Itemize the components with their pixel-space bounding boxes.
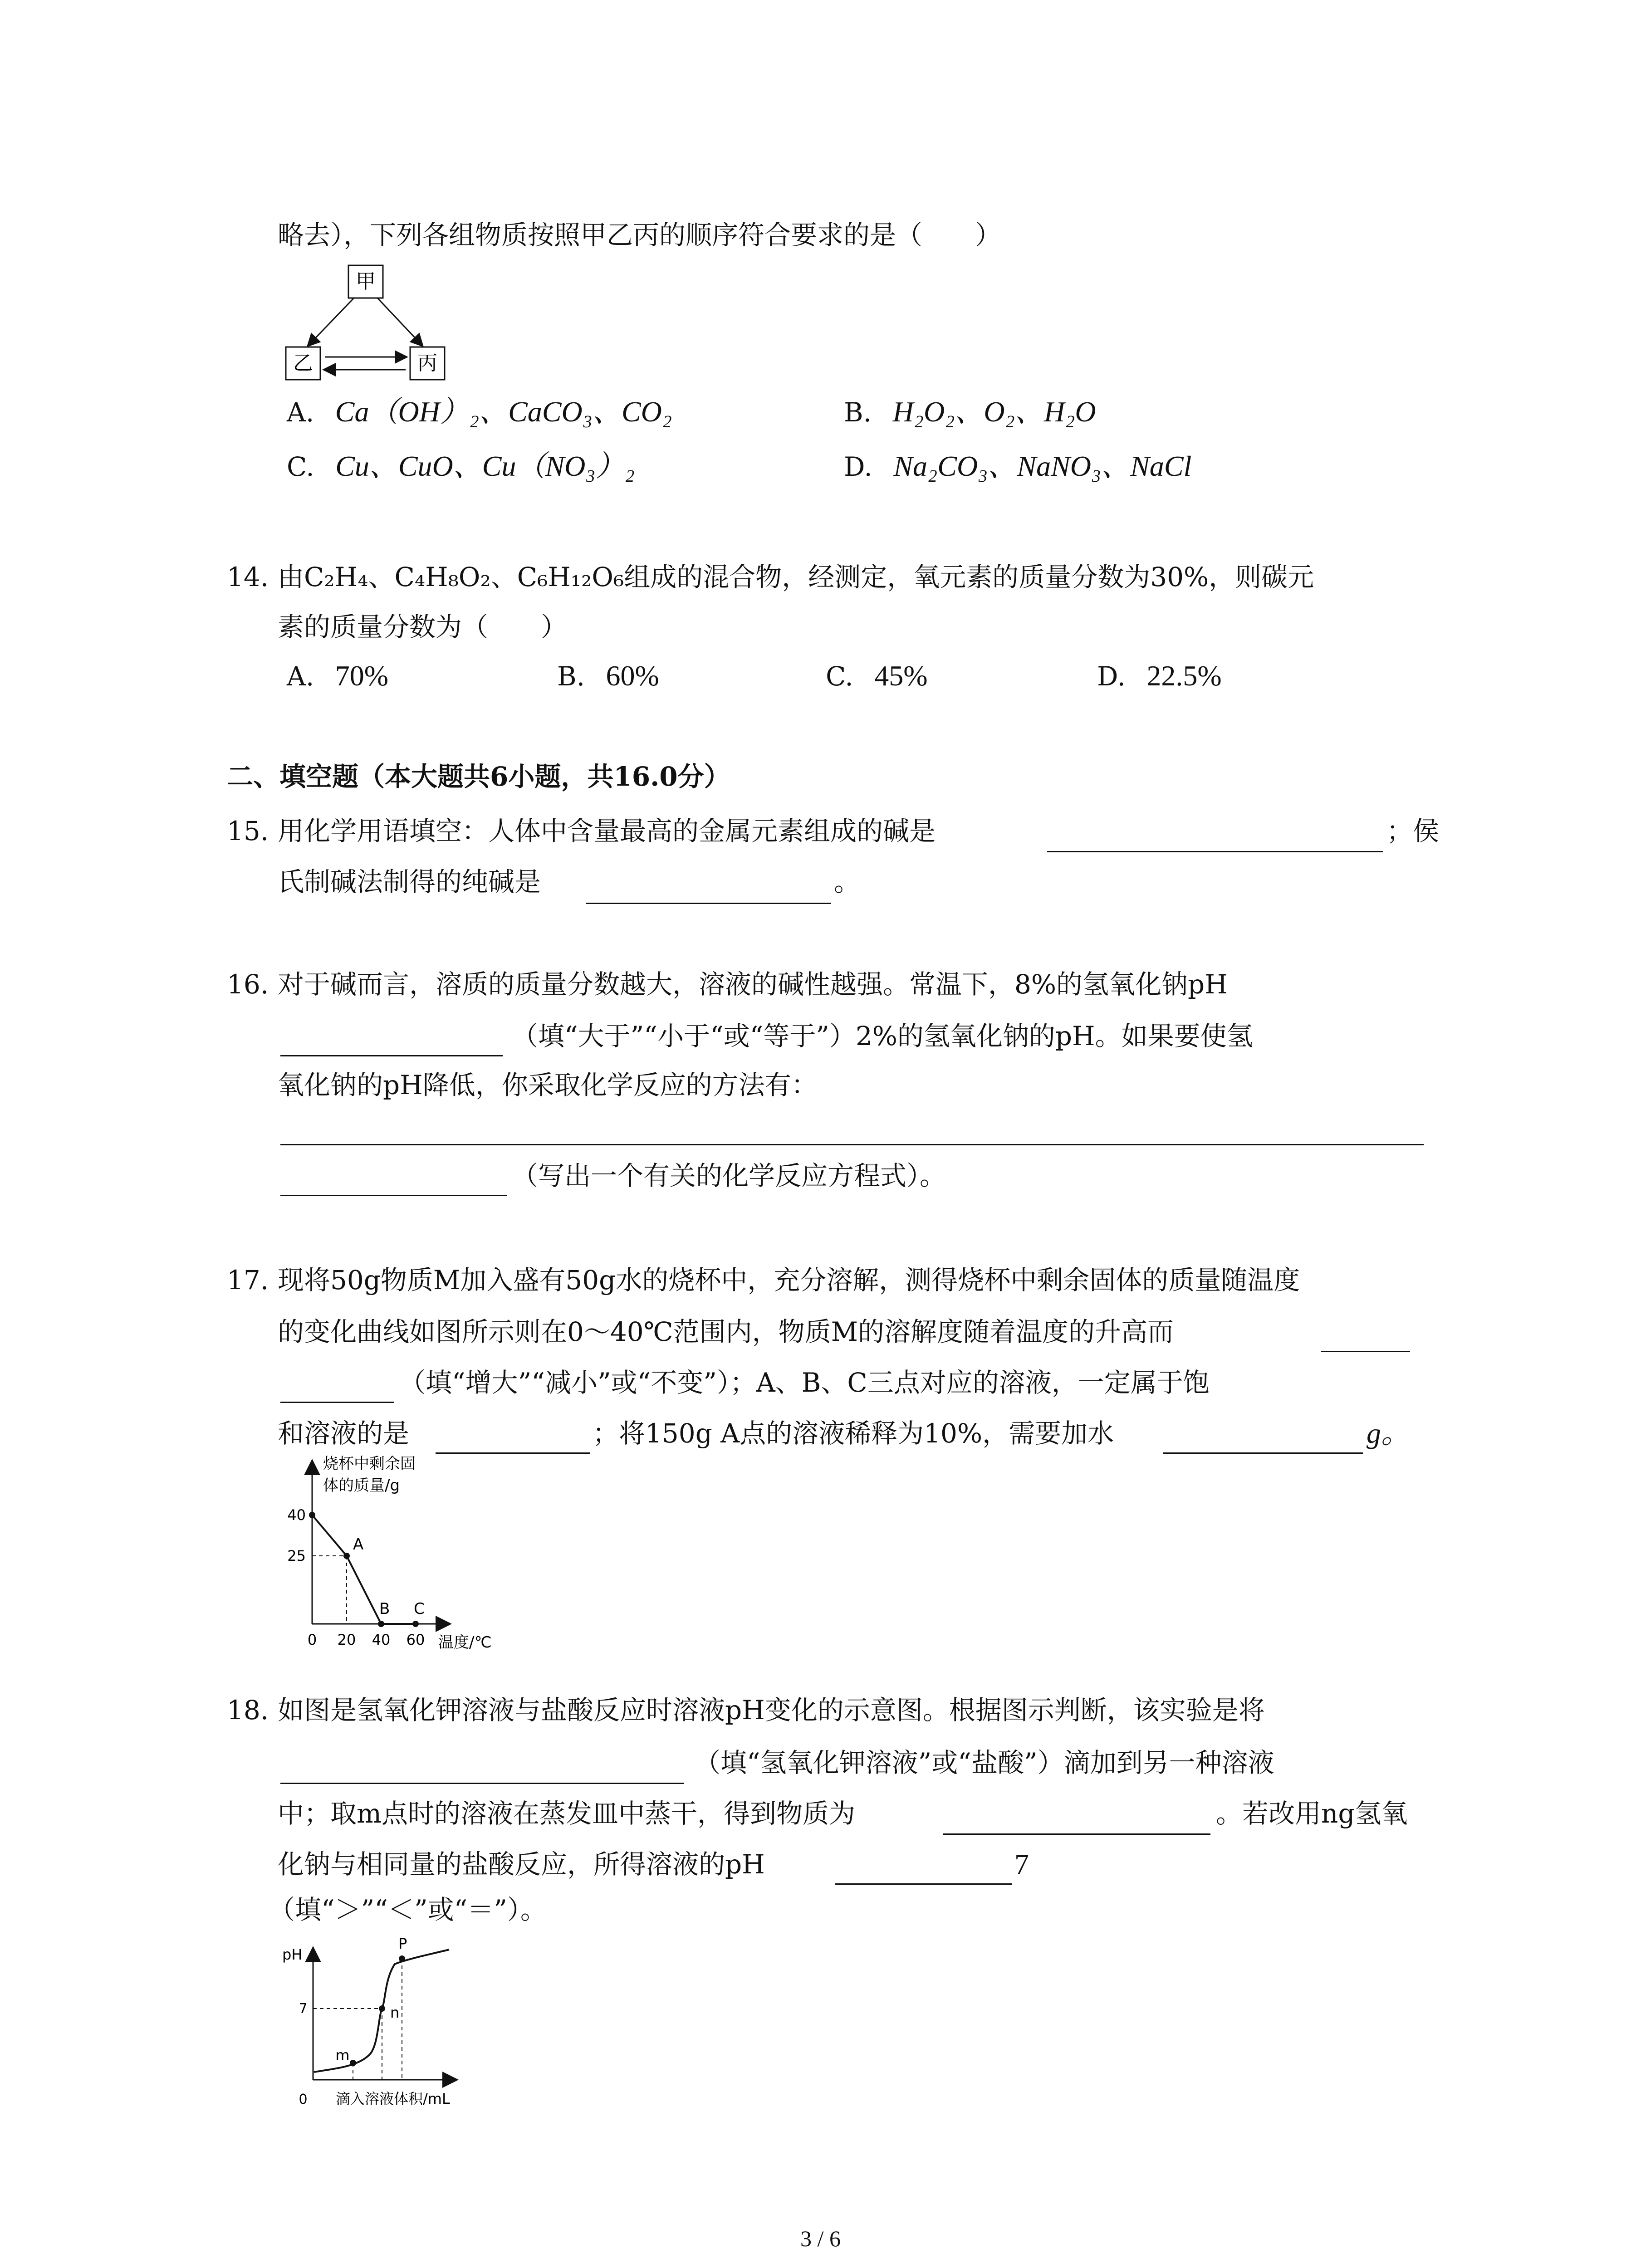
q18-point-n — [379, 2005, 385, 2012]
q14-option-c — [826, 658, 928, 694]
q14-line2: 素的质量分数为（ ） — [278, 611, 568, 642]
q18-line1: 如图是氢氧化钾溶液与盐酸反应时溶液pH变化的示意图。根据图示判断，该实验是将 — [278, 1695, 1265, 1725]
q18-point-n-label: n — [390, 2004, 400, 2021]
q17-data-point — [309, 1512, 315, 1518]
q18-line3b: 。若改用ng氢氧 — [1216, 1798, 1408, 1829]
q15-line1b: ；侯 — [1386, 816, 1440, 846]
q17-data-point — [412, 1621, 419, 1627]
q14-option-d — [1097, 658, 1222, 694]
option-text: Cu、CuO、Cu（NO₃）₂ — [335, 450, 635, 482]
q17-line4c: g。 — [1367, 1417, 1410, 1449]
q18-ph-curve-chart — [281, 1932, 499, 2123]
q14-option-b — [557, 658, 659, 694]
arrow-jia-to-bing — [377, 298, 422, 345]
q18-xlabel: 滴入溶液体积/mL — [336, 2090, 450, 2107]
q18-origin-label: 0 — [299, 2092, 308, 2107]
q15-number: 15. — [227, 816, 269, 846]
q18-ylabel: pH — [282, 1946, 303, 1963]
q14-line1: 由C₂H₄、C₄H₈O₂、C₆H₁₂O₆组成的混合物，经测定，氧元素的质量分数为30%，则碳元 — [278, 562, 1314, 592]
q15-answer-blank-1[interactable] — [1047, 851, 1383, 852]
q18-answer-blank-2[interactable] — [943, 1833, 1210, 1835]
q17-answer-blank-3[interactable] — [1163, 1452, 1363, 1454]
diagram-label-jia: 甲 — [356, 270, 376, 293]
q17-y-tick-label: 40 — [287, 1506, 306, 1524]
q16-number: 16. — [227, 969, 269, 1000]
section-title: 二、填空题（本大题共6小题，共16.0分） — [227, 761, 730, 792]
option-letter: D. — [1097, 661, 1126, 692]
q17-data-point — [378, 1621, 384, 1627]
q18-point-p — [399, 1955, 405, 1962]
option-text: Na₂CO₃、NaNO₃、NaCl — [893, 450, 1192, 482]
option-letter: D. — [844, 451, 872, 482]
q13-option-c — [287, 448, 635, 485]
option-text: 70% — [335, 660, 389, 692]
q13-option-a — [287, 394, 672, 430]
q18-point-m — [350, 2060, 356, 2066]
q17-point-label: B — [379, 1600, 390, 1618]
q16-line2: （填“大于”“小于“或“等于”）2%的氢氧化钠的pH。如果要使氢 — [512, 1021, 1253, 1051]
q17-point-label: A — [353, 1535, 364, 1554]
option-letter: C. — [826, 661, 853, 692]
q17-x-tick-label: 40 — [372, 1631, 391, 1648]
q17-line4a: 和溶液的是 — [278, 1418, 410, 1449]
q18-point-m-label: m — [335, 2047, 350, 2064]
q14-option-a — [287, 658, 388, 694]
option-text: 22.5% — [1146, 660, 1222, 692]
q17-line3: （填“增大”“减小”或“不变”）；A、B、C三点对应的溶液，一定属于饱 — [399, 1367, 1210, 1398]
q17-answer-blank-1a[interactable] — [1321, 1351, 1410, 1352]
option-text: 60% — [606, 660, 659, 692]
q17-line1: 现将50g物质M加入盛有50g水的烧杯中，充分溶解，测得烧杯中剩余固体的质量随温度 — [278, 1265, 1300, 1295]
q17-curve-segment — [312, 1515, 347, 1556]
q13-stem-tail: 略去），下列各组物质按照甲乙丙的顺序符合要求的是（ ） — [278, 220, 1002, 250]
diagram-label-yi: 乙 — [293, 352, 313, 375]
option-text: 45% — [874, 660, 928, 692]
q13-option-b — [844, 394, 1096, 430]
option-letter: B. — [557, 661, 585, 692]
option-letter: A. — [287, 661, 314, 692]
q18-line2: （填“氢氧化钾溶液”或“盐酸”）滴加到另一种溶液 — [694, 1747, 1274, 1778]
q16-line1: 对于碱而言，溶质的质量分数越大，溶液的碱性越强。常温下，8%的氢氧化钠pH — [278, 969, 1228, 1000]
q16-line5: （写出一个有关的化学反应方程式）。 — [512, 1160, 946, 1191]
q16-answer-blank-2[interactable] — [280, 1144, 1424, 1145]
q17-x-tick-label: 0 — [307, 1631, 317, 1648]
option-letter: A. — [287, 397, 314, 428]
option-letter: C. — [287, 451, 314, 482]
q15-line2b: 。 — [834, 866, 861, 897]
q17-data-point — [343, 1553, 350, 1559]
q13-option-d — [844, 448, 1191, 485]
q17-x-tick-label: 60 — [406, 1631, 425, 1648]
arrow-jia-to-yi — [309, 298, 354, 345]
q18-answer-blank-3[interactable] — [835, 1883, 1012, 1885]
q15-line1a: 用化学用语填空：人体中含量最高的金属元素组成的碱是 — [278, 816, 936, 846]
q18-point-p-label: P — [398, 1935, 407, 1952]
q18-line4a: 化钠与相同量的盐酸反应，所得溶液的pH — [278, 1849, 765, 1880]
q14-number: 14. — [227, 562, 269, 592]
q17-y-tick-label: 25 — [287, 1547, 306, 1564]
q17-line2: 的变化曲线如图所示则在0～40℃范围内，物质M的溶解度随着温度的升高而 — [278, 1316, 1174, 1347]
q17-ylabel-2: 体的质量/g — [323, 1476, 400, 1495]
q15-answer-blank-2[interactable] — [586, 903, 831, 904]
q18-line3a: 中；取m点时的溶液在蒸发皿中蒸干，得到物质为 — [278, 1798, 855, 1829]
q18-line4b: 7 — [1014, 1848, 1029, 1880]
q13-transformation-diagram — [272, 261, 463, 388]
q17-x-tick-label: 20 — [337, 1631, 356, 1648]
option-letter: B. — [844, 397, 872, 428]
q17-point-label: C — [414, 1600, 425, 1618]
q16-line3: 氧化钠的pH降低，你采取化学反应的方法有： — [278, 1070, 818, 1100]
q18-number: 18. — [227, 1695, 269, 1725]
q15-line2a: 氏制碱法制得的纯碱是 — [278, 866, 541, 897]
q18-ytick-7: 7 — [299, 2001, 308, 2017]
option-text: Ca（OH）₂、CaCO₃、CO₂ — [335, 396, 672, 428]
q18-answer-blank-1[interactable] — [280, 1783, 684, 1784]
diagram-label-bing: 丙 — [417, 352, 437, 375]
q17-line4b: ；将150g A点的溶液稀释为10%，需要加水 — [593, 1418, 1114, 1449]
q18-line5: （填“＞”“＜”或“＝”）。 — [269, 1894, 547, 1925]
q16-answer-blank-3[interactable] — [280, 1195, 507, 1196]
q17-curve-segment — [347, 1556, 381, 1624]
q17-answer-blank-1b[interactable] — [280, 1402, 394, 1403]
q17-ylabel-1: 烧杯中剩余固 — [323, 1455, 416, 1473]
q17-number: 17. — [227, 1265, 269, 1295]
q16-answer-blank-1[interactable] — [280, 1055, 503, 1056]
page-number: 3 / 6 — [800, 2226, 841, 2251]
q17-solubility-chart — [281, 1452, 563, 1651]
q17-xlabel: 温度/℃ — [438, 1633, 492, 1651]
option-text: H₂O₂、O₂、H₂O — [892, 396, 1096, 428]
